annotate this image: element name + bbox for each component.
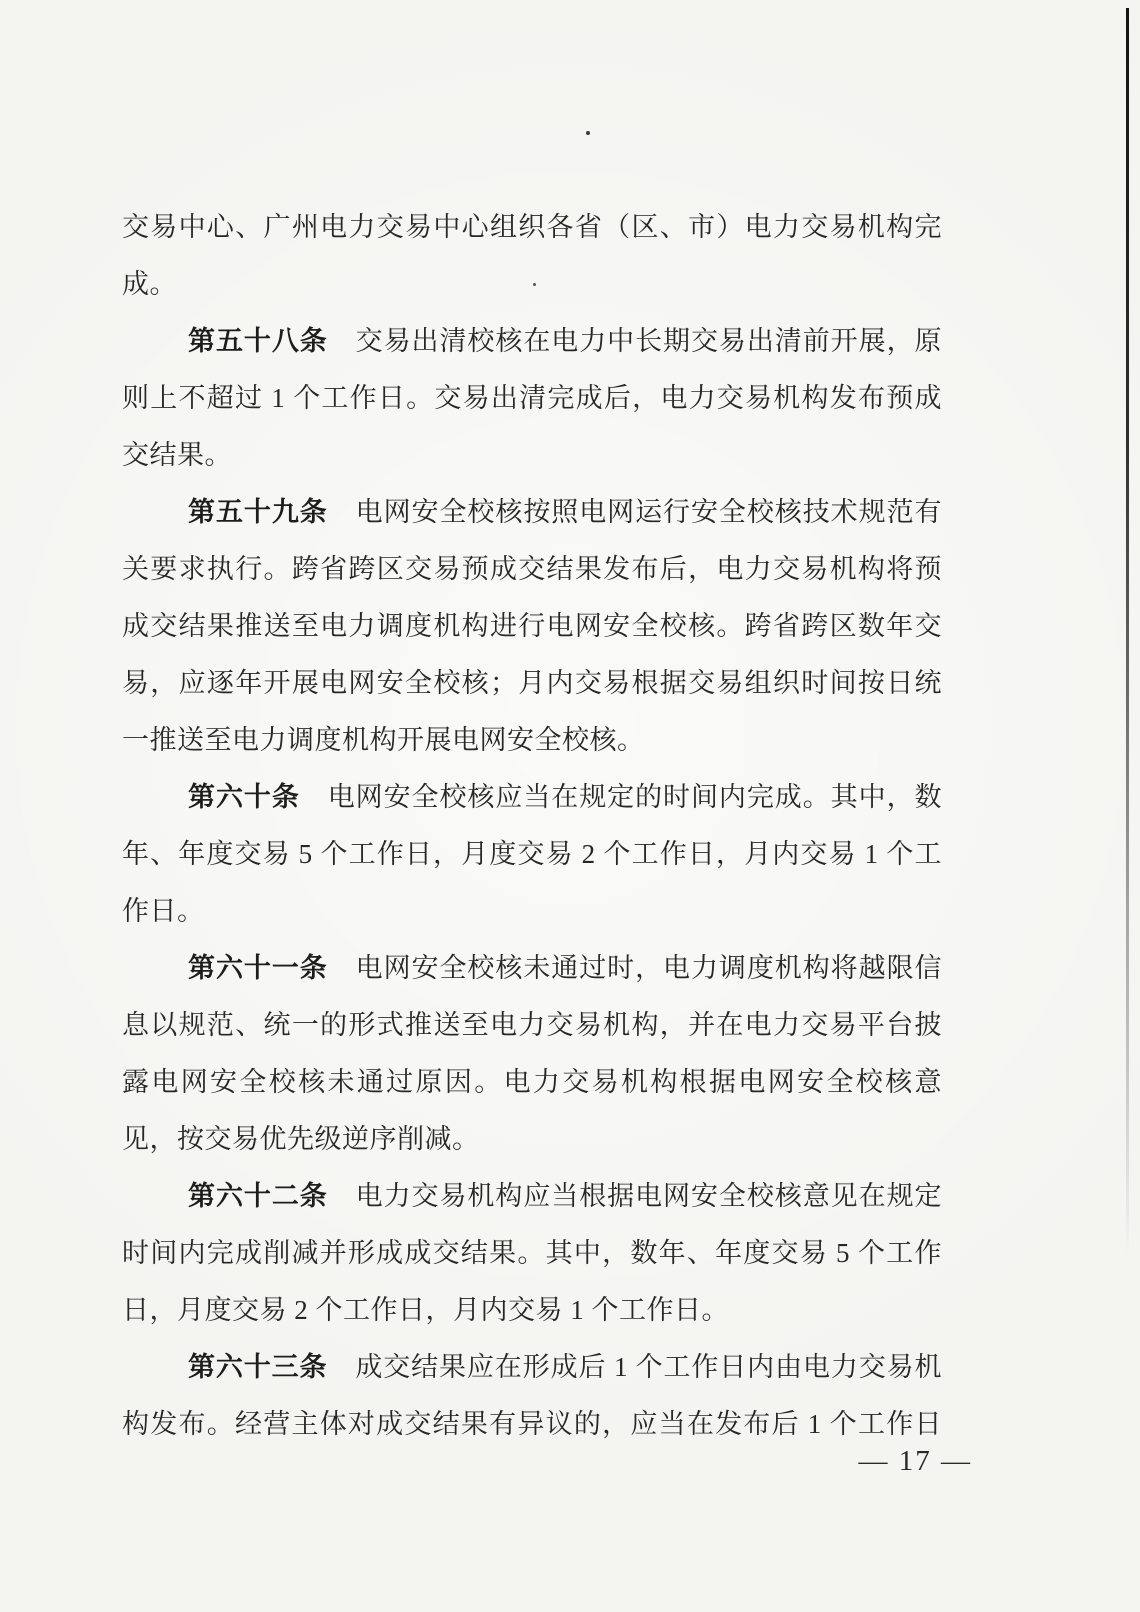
article-number: 第五十八条 <box>188 326 328 356</box>
line-text: 成交结果推送至电力调度机构进行电网安全校核。跨省跨区数年交 <box>122 611 942 641</box>
line-text: 易，应逐年开展电网安全校核；月内交易根据交易组织时间按日统 <box>122 668 942 698</box>
body-line <box>122 199 942 256</box>
body-line <box>122 826 942 883</box>
body-line <box>122 655 942 712</box>
line-text: 息以规范、统一的形式推送至电力交易机构，并在电力交易平台披 <box>122 1010 942 1040</box>
line-text: 露电网安全校核未通过原因。电力交易机构根据电网安全校核意 <box>122 1067 942 1097</box>
body-line <box>122 370 942 427</box>
article-58-line <box>122 313 942 370</box>
body-line <box>122 1225 942 1282</box>
ink-speck <box>586 131 590 135</box>
body-line <box>122 997 942 1054</box>
line-text: 交易出清校核在电力中长期交易出清前开展，原 <box>327 326 942 356</box>
body-line <box>122 1054 942 1111</box>
body-line <box>122 256 942 313</box>
line-text: 电力交易机构应当根据电网安全校核意见在规定 <box>327 1181 942 1211</box>
line-text: 成交结果应在形成后 1 个工作日内由电力交易机 <box>327 1352 942 1382</box>
article-59-line <box>122 484 942 541</box>
body-line <box>122 427 942 484</box>
page-number: — 17 — <box>858 1445 972 1477</box>
line-text: 电网安全校核按照电网运行安全校核技术规范有 <box>327 497 942 527</box>
body-line <box>122 883 942 940</box>
line-text: 电网安全校核应当在规定的时间内完成。其中，数 <box>299 782 942 812</box>
line-text: 作日。 <box>122 896 205 926</box>
line-text: 交结果。 <box>122 440 232 470</box>
line-text: 见，按交易优先级逆序削减。 <box>122 1124 480 1154</box>
body-line <box>122 1282 942 1339</box>
article-62-line <box>122 1168 942 1225</box>
line-text: 构发布。经营主体对成交结果有异议的，应当在发布后 1 个工作日 <box>122 1409 942 1439</box>
article-number: 第六十条 <box>188 782 300 812</box>
line-text: 关要求执行。跨省跨区交易预成交结果发布后，电力交易机构将预 <box>122 554 942 584</box>
article-number: 第六十一条 <box>188 953 328 983</box>
article-number: 第六十三条 <box>188 1352 328 1382</box>
article-number: 第五十九条 <box>188 497 328 527</box>
line-text: 时间内完成削减并形成成交结果。其中，数年、年度交易 5 个工作 <box>122 1238 942 1268</box>
line-text: 则上不超过 1 个工作日。交易出清完成后，电力交易机构发布预成 <box>122 383 942 413</box>
article-63-line <box>122 1339 942 1396</box>
line-text: 日，月度交易 2 个工作日，月内交易 1 个工作日。 <box>122 1295 729 1325</box>
body-line <box>122 541 942 598</box>
line-text: 年、年度交易 5 个工作日，月度交易 2 个工作日，月内交易 1 个工 <box>122 839 942 869</box>
scan-artifact-line <box>1126 8 1129 1256</box>
article-number: 第六十二条 <box>188 1181 328 1211</box>
body-line <box>122 1111 942 1168</box>
line-text: 一推送至电力调度机构开展电网安全校核。 <box>122 725 645 755</box>
article-60-line <box>122 769 942 826</box>
line-text: 电网安全校核未通过时，电力调度机构将越限信 <box>327 953 942 983</box>
line-text: 成。 <box>122 269 177 299</box>
body-line <box>122 712 942 769</box>
line-text: 交易中心、广州电力交易中心组织各省（区、市）电力交易机构完 <box>122 212 942 242</box>
document-body <box>122 199 942 1453</box>
body-line <box>122 598 942 655</box>
article-61-line <box>122 940 942 997</box>
